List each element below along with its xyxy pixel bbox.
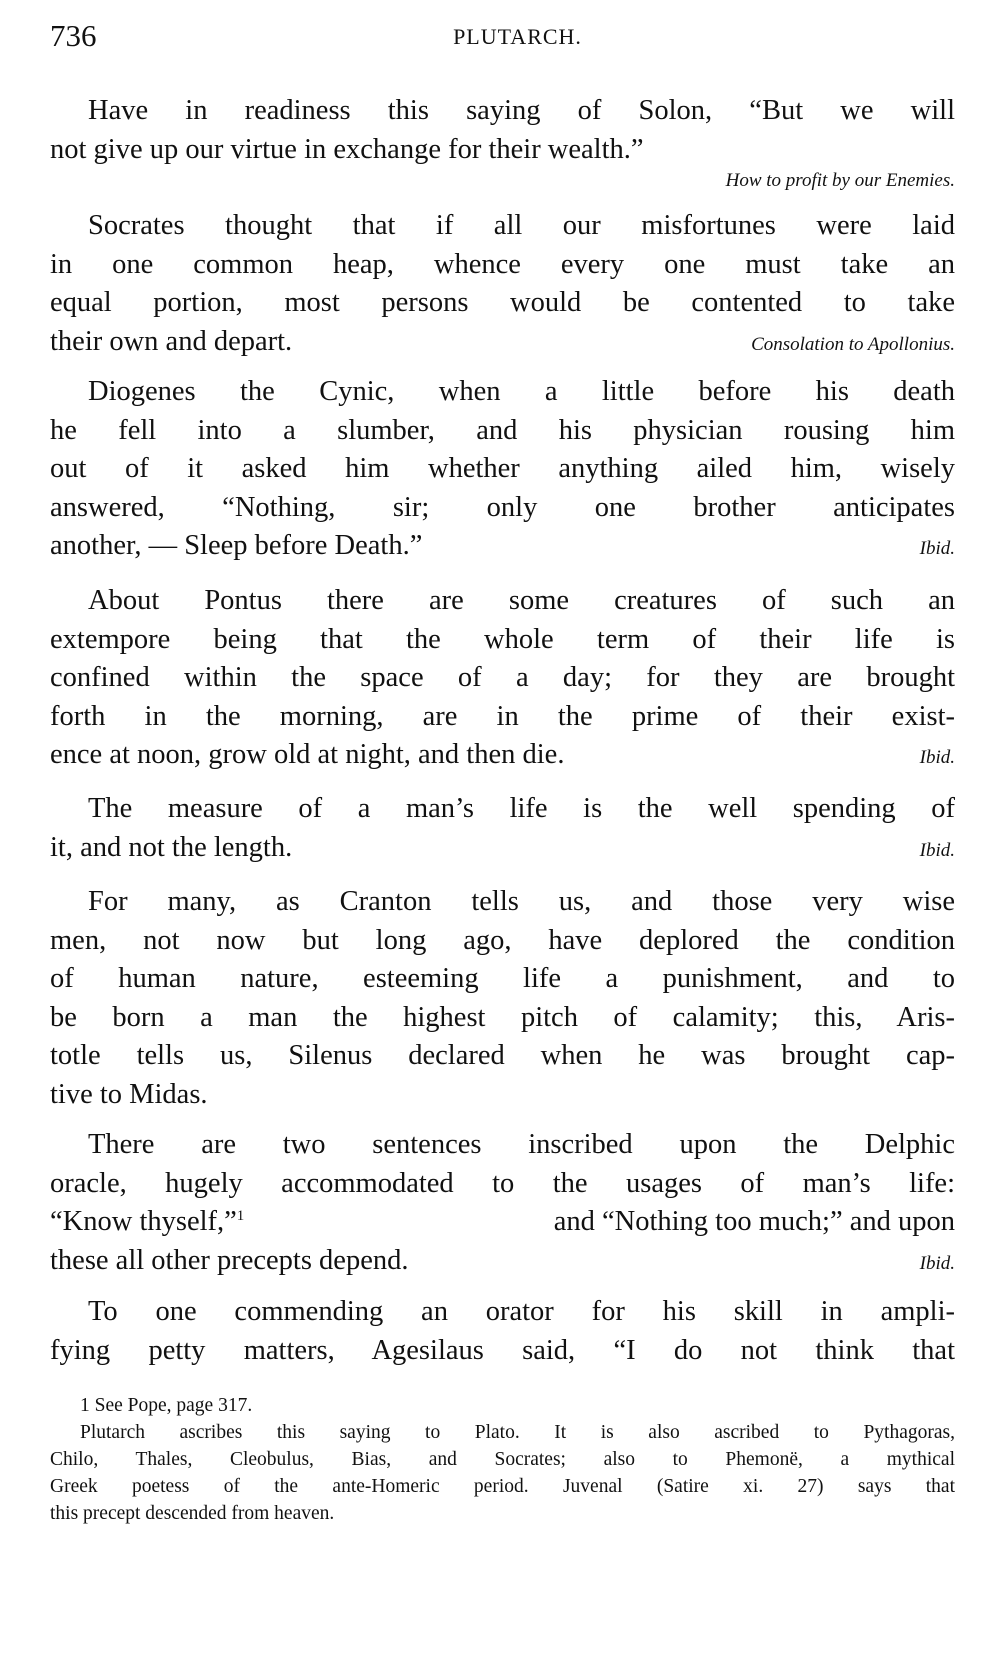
line-text: ence at noon, grow old at night, and then die. <box>50 739 565 770</box>
text-line: totle tells us, Silenus declared when he was brought cap- <box>50 1040 955 1071</box>
quote-entry <box>50 373 955 569</box>
text-line: of human nature, esteeming life a punishment, and to <box>50 963 955 994</box>
footnote-line: this precept descended from heaven. <box>50 1503 335 1524</box>
text-line <box>50 1242 955 1284</box>
text-line: fying petty matters, Agesilaus said, “I do not think that <box>50 1334 955 1366</box>
citation: Ibid. <box>919 1252 955 1274</box>
footnotes <box>50 1392 955 1527</box>
footnote-marker: 1 <box>80 1395 90 1416</box>
text-line <box>50 1203 955 1242</box>
text-line: To one commending an orator for his skill in ampli- <box>88 1296 955 1327</box>
text-line <box>50 736 955 778</box>
text-line: About Pontus there are some creatures of such an <box>88 585 955 616</box>
text-line: The measure of a man’s life is the well spending of <box>88 793 955 824</box>
footnote-1 <box>50 1392 955 1419</box>
quote-entry <box>50 883 955 1114</box>
text-line: Diogenes the Cynic, when a little before his death <box>88 376 955 407</box>
line-text: it, and not the length. <box>50 831 293 863</box>
text-line: out of it asked him whether anything ailed him, wisely <box>50 453 955 484</box>
line-text <box>50 1203 244 1242</box>
text-line: not give up our virtue in exchange for their wealth.” <box>50 133 644 165</box>
text-line <box>50 829 955 871</box>
text-line: For many, as Cranton tells us, and those very wise <box>88 886 955 917</box>
quote-know-thyself: “Know thyself,” <box>50 1206 237 1237</box>
quote-entry <box>50 582 955 778</box>
text-line: There are two sentences inscribed upon the Delphic <box>88 1129 955 1160</box>
text-line <box>50 323 955 365</box>
quote-entry <box>50 1126 955 1283</box>
text-line: forth in the morning, are in the prime of their exist- <box>50 700 955 732</box>
quote-entry <box>50 207 955 364</box>
line-text: another, — Sleep before Death.” <box>50 530 423 561</box>
text-line: he fell into a slumber, and his physician rousing him <box>50 414 955 446</box>
citation: Ibid. <box>919 747 955 768</box>
quote-entry <box>50 790 955 870</box>
page-number: 736 <box>50 18 97 53</box>
text-line: be born a man the highest pitch of calamity; this, Aris- <box>50 1001 955 1033</box>
text-line: equal portion, most persons would be contented to take <box>50 287 955 318</box>
citation: Consolation to Apollonius. <box>751 333 955 355</box>
text-line: Socrates thought that if all our misfortunes were laid <box>88 210 955 241</box>
footnote-line: Chilo, Thales, Cleobulus, Bias, and Socrates; also to Phemonë, a mythical <box>50 1449 955 1470</box>
text-line <box>50 527 955 569</box>
text-line: tive to Midas. <box>50 1078 208 1110</box>
quote-entry <box>50 92 955 193</box>
footnote-text: See Pope, page 317. <box>94 1395 253 1416</box>
citation: Ibid. <box>919 538 955 559</box>
text-line: answered, “Nothing, sir; only one brother anticipates <box>50 491 955 523</box>
text-line: in one common heap, whence every one must take an <box>50 248 955 280</box>
text-line: men, not now but long ago, have deplored the condition <box>50 924 955 956</box>
footnote-line: Plutarch ascribes this saying to Plato. It is also ascribed to Pythagoras, <box>80 1422 955 1443</box>
text-line: Have in readiness this saying of Solon, “But we will <box>88 95 955 126</box>
citation: How to profit by our Enemies. <box>725 170 955 191</box>
citation: Ibid. <box>919 839 955 861</box>
text-line: extempore being that the whole term of their life is <box>50 623 955 655</box>
text-line: oracle, hugely accommodated to the usages of man’s life: <box>50 1167 955 1199</box>
footnote-ref[interactable]: 1 <box>236 1208 245 1224</box>
quote-entry <box>50 1293 955 1370</box>
text-line: confined within the space of a day; for they are brought <box>50 662 955 693</box>
running-head: PLUTARCH. <box>453 24 582 49</box>
line-text-rest: and “Nothing too much;” and upon <box>553 1206 955 1237</box>
footnote-line: Greek poetess of the ante-Homeric period. Juvenal (Satire xi. 27) says that <box>50 1476 955 1497</box>
line-text: these all other precepts depend. <box>50 1244 409 1276</box>
line-text: their own and depart. <box>50 325 293 357</box>
page-header <box>50 18 955 58</box>
